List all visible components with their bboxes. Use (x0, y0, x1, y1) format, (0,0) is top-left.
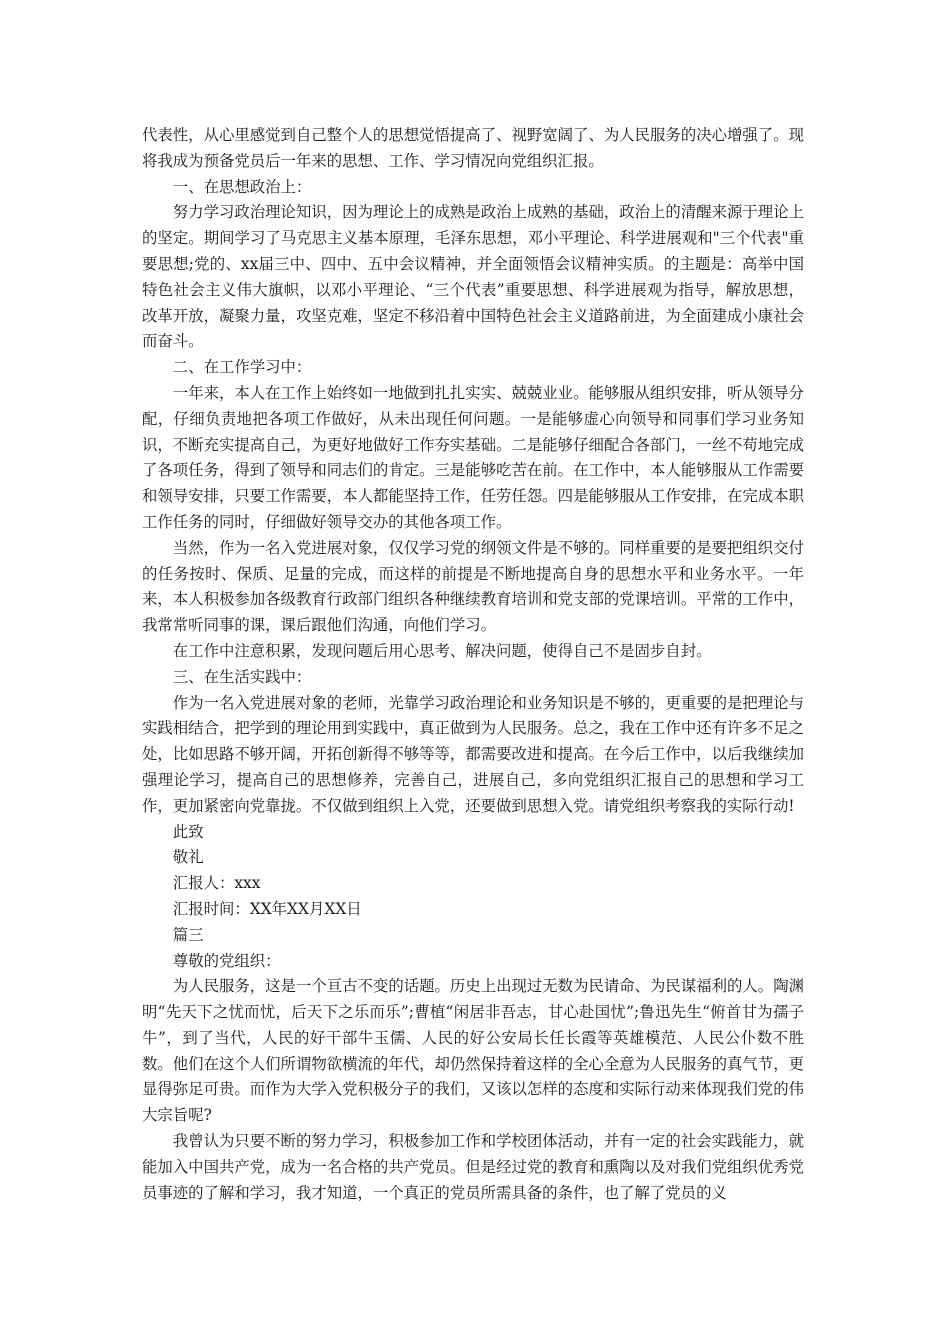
paragraph-serve-people: 为人民服务，这是一个亘古不变的话题。历史上出现过无数为民请命、为民谋福利的人。陶渊明“先天下之忧而忧，后天下之乐而乐”;曹植“闲居非吾志，甘心赴国忧”;鲁迅先生“俯首甘为孺子牛”，到了当代，人民的好干部牛玉儒、人民的好公安局长任长霞等英雄模范、人民公仆数不胜数。他们在这个人们所谓物欲横流的年代，却仍然保持着这样的全心全意为人民服务的真气节，更显得弥足可贵。而作为大学入党积极分子的我们，又该以怎样的态度和实际行动来体现我们党的伟大宗旨呢? (142, 977, 804, 1125)
report-date-line: 汇报时间：XX年XX月XX日 (172, 899, 362, 918)
section-title: 篇三 (172, 925, 204, 944)
greeting-line: 尊敬的党组织： (172, 951, 281, 970)
closing-regards: 敬礼 (172, 848, 204, 867)
reporter-line: 汇报人：xxx (172, 874, 261, 893)
paragraph-work-1: 一年来，本人在工作上始终如一地做到扎扎实实、兢兢业业。能够服从组织安排，听从领导分配，仔细负责地把各项工作做好，从未出现任何问题。一是能够虚心向领导和同事们学习业务知识，不断充实提高自己，为更好地做好工作夯实基础。二是能够仔细配合各部门，一丝不苟地完成了各项任务，得到了领导和同志们的肯定。三是能够吃苦在前。在工作中，本人能够服从工作需要和领导安排，只要工作需要，本人都能坚持工作，任劳任怨。四是能够服从工作安排，在完成本职工作任务的同时，仔细做好领导交办的其他各项工作。 (142, 383, 804, 531)
document-body (142, 123, 804, 1206)
paragraph-ideology: 努力学习政治理论知识，因为理论上的成熟是政治上成熟的基础，政治上的清醒来源于理论上的坚定。期间学习了马克思主义基本原理，毛泽东思想，邓小平理论、科学进展观和"三个代表"重要思想;党的、xx届三中、四中、五中会议精神，并全面领悟会议精神实质。的主题是：高举中国特色社会主义伟大旗帜，以邓小平理论、“三个代表”重要思想、科学进展观为指导，解放思想，改革开放，凝聚力量，攻坚克难，坚定不移沿着中国特色社会主义道路前进，为全面建成小康社会而奋斗。 (142, 203, 804, 351)
closing-salutation: 此致 (172, 822, 204, 841)
paragraph-life-practice: 作为一名入党进展对象的老师，光靠学习政治理论和业务知识是不够的，更重要的是把理论与实践相结合，把学到的理论用到实践中，真正做到为人民服务。总之，我在工作中还有许多不足之处，比如思路不够开阔，开拓创新得不够等等，都需要改进和提高。在今后工作中，以后我继续加强理论学习，提高自己的思想修养，完善自己，进展自己，多向党组织汇报自己的思想和学习工作，更加紧密向党靠拢。不仅做到组织上入党，还要做到思想入党。请党组织考察我的实际行动! (142, 693, 804, 815)
heading-life-practice: 三、在生活实践中： (172, 667, 312, 686)
heading-work-study: 二、在工作学习中： (172, 358, 312, 377)
paragraph-belief: 我曾认为只要不断的努力学习，积极参加工作和学校团体活动，并有一定的社会实践能力，就能加入中国共产党，成为一名合格的共产党员。但是经过党的教育和熏陶以及对我们党组织优秀党员事迹的了解和学习，我才知道，一个真正的党员所需具备的条件，也了解了党员的义 (142, 1132, 804, 1202)
heading-ideology: 一、在思想政治上： (172, 177, 312, 196)
paragraph-work-3: 在工作中注意积累，发现问题后用心思考、解决问题，使得自己不是固步自封。 (172, 641, 712, 660)
paragraph-intro: 代表性，从心里感觉到自己整个人的思想觉悟提高了、视野宽阔了、为人民服务的决心增强了。现将我成为预备党员后一年来的思想、工作、学习情况向党组织汇报。 (142, 126, 804, 170)
paragraph-work-2: 当然，作为一名入党进展对象，仅仅学习党的纲领文件是不够的。同样重要的是要把组织交付的任务按时、保质、足量的完成，而这样的前提是不断地提高自身的思想水平和业务水平。一年来，本人积极参加各级教育行政部门组织各种继续教育培训和党支部的党课培训。平常的工作中，我常常听同事的课，课后跟他们沟通，向他们学习。 (142, 538, 804, 635)
